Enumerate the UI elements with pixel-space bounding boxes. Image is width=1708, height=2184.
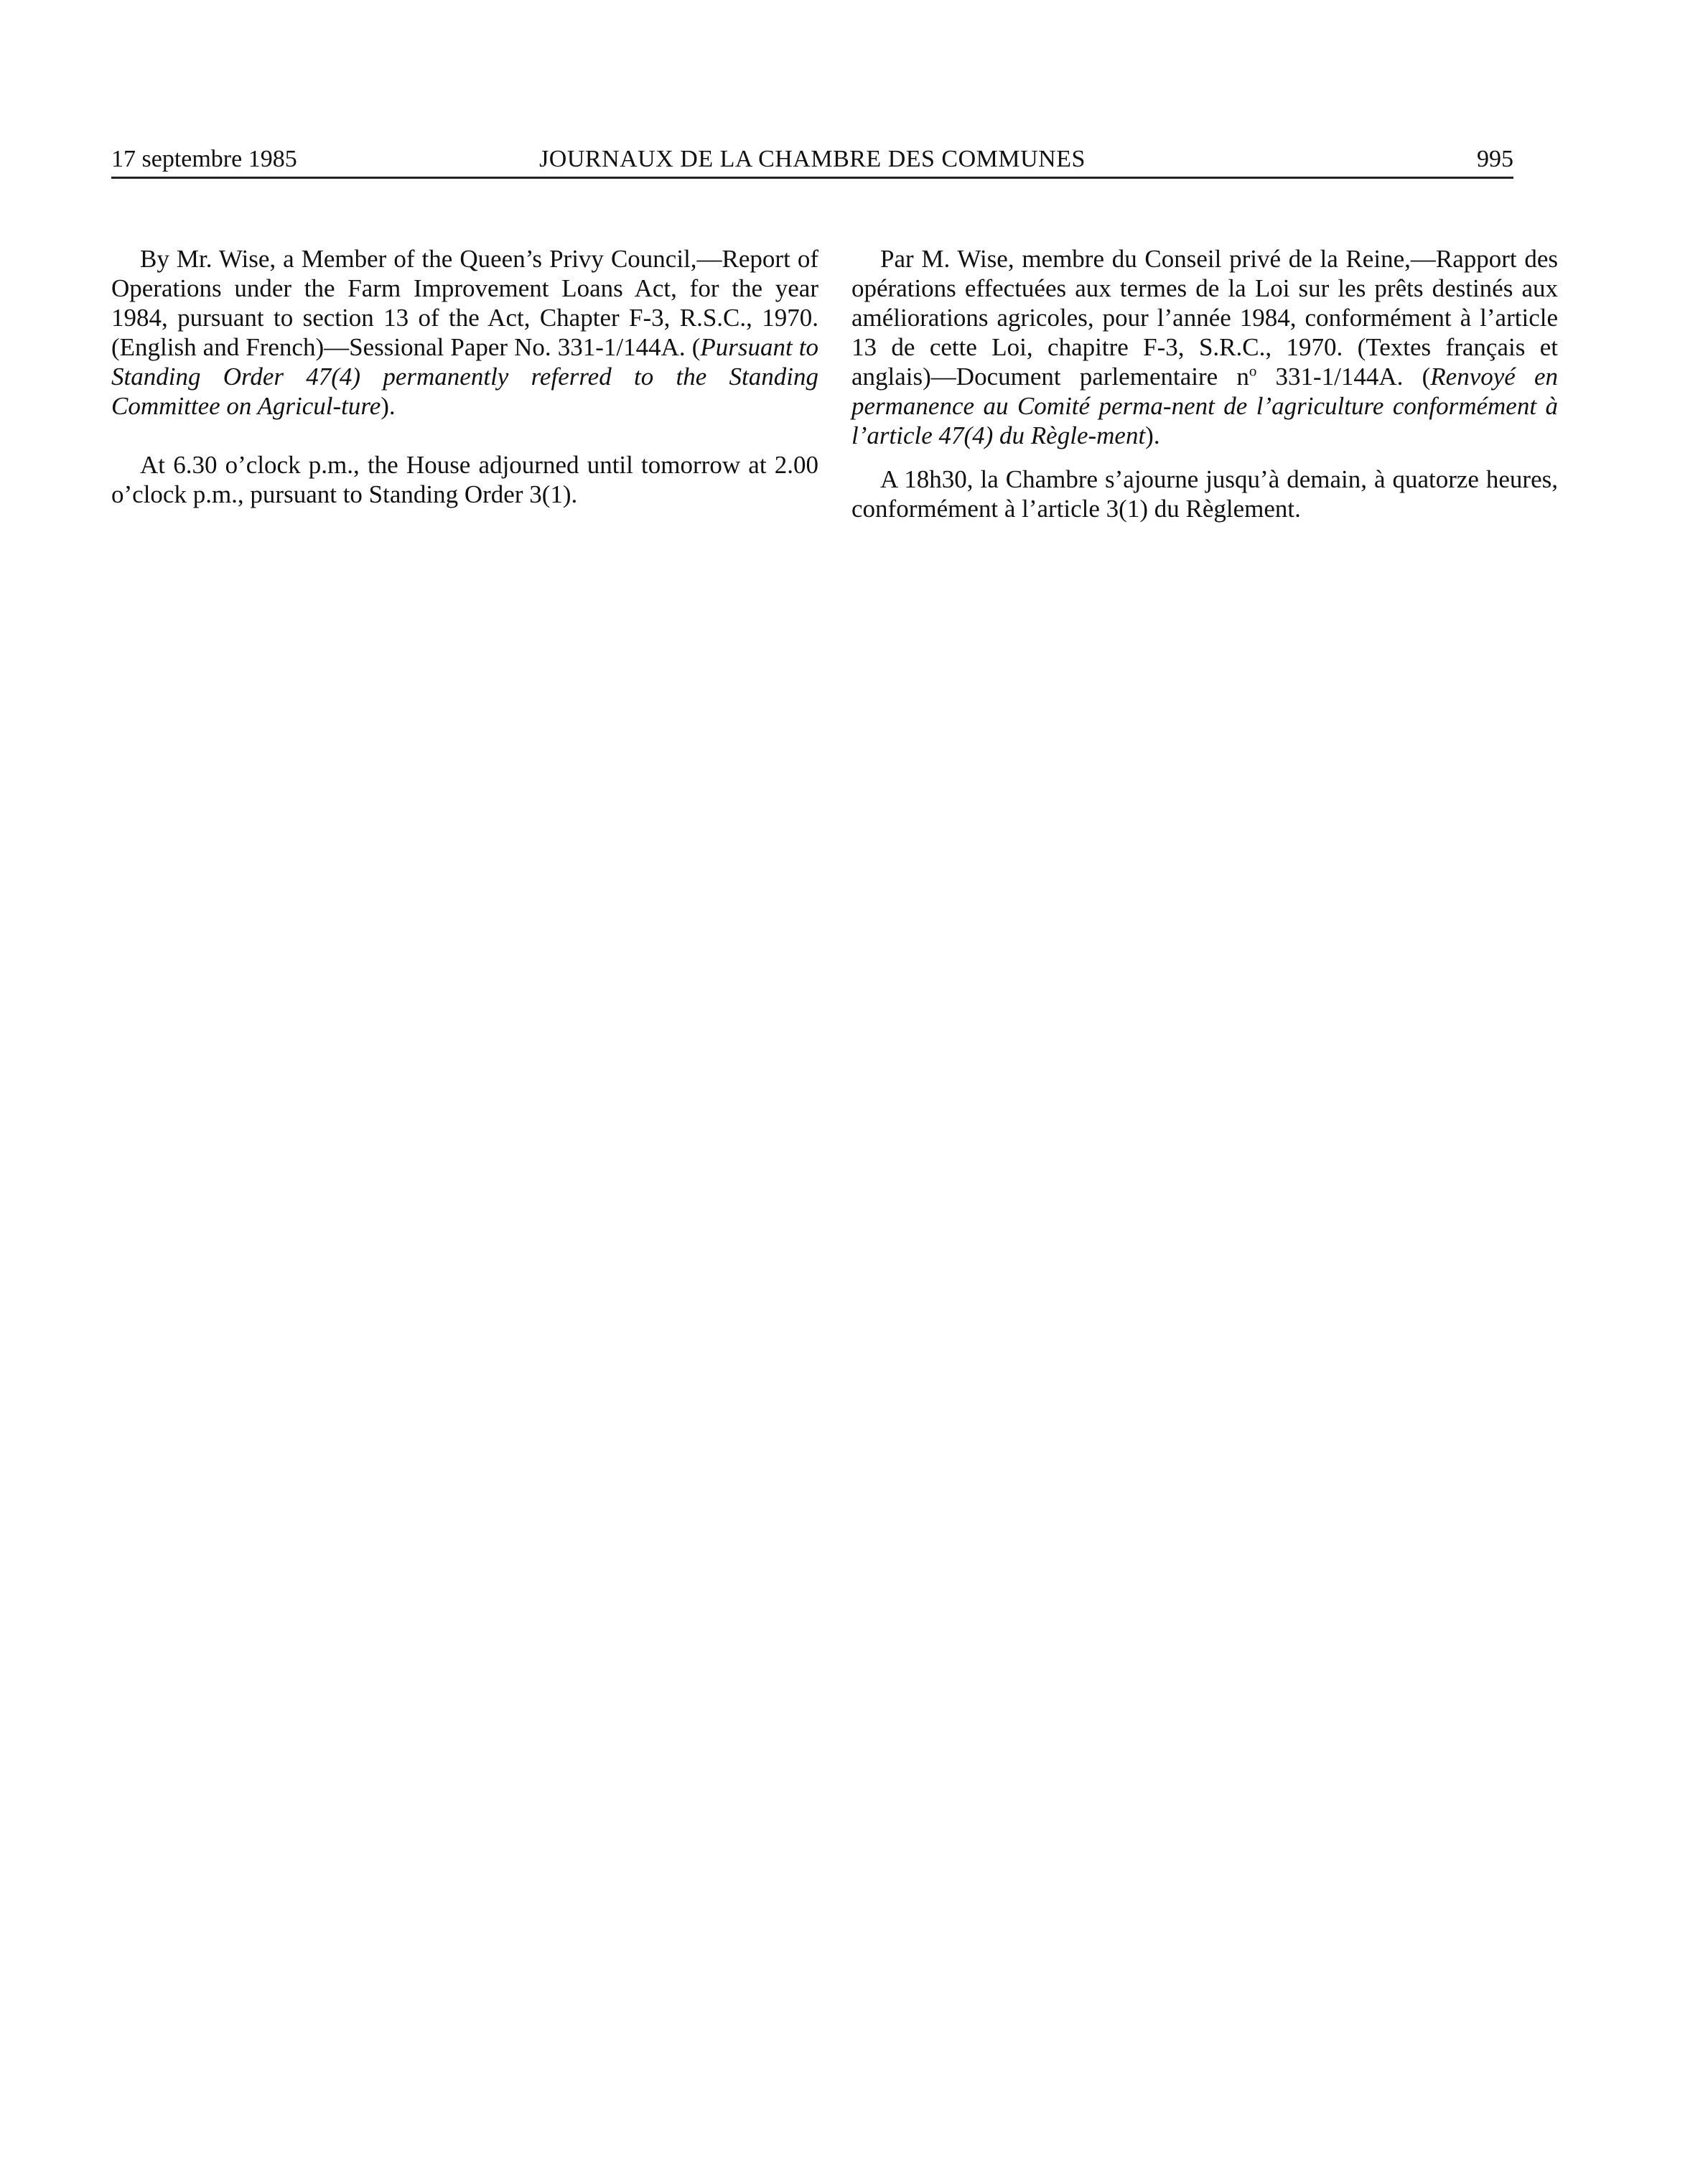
french-paragraph-1-end: ). <box>1145 421 1160 449</box>
header-date: 17 septembre 1985 <box>111 146 297 172</box>
english-paragraph-1-text: By Mr. Wise, a Member of the Queen’s Privy Council,—Report of Operations under the Farm Improvement Loans Act, for the year 1984, pursuant to section 13 of the Act, Chapter F-3, R.S.C., 1970. (English and French)—Sessional Paper No. 331-1/144A. ( <box>111 245 818 361</box>
english-paragraph-1-end: ). <box>381 392 396 420</box>
english-paragraph-adjournment: At 6.30 o’clock p.m., the House adjourned until tomorrow at 2.00 o’clock p.m., pursuant to Standing Order 3(1). <box>111 451 818 508</box>
numero-superscript: o <box>1249 362 1257 380</box>
french-paragraph-1-text-a: Par M. Wise, membre du Conseil privé de la Reine,—Rapport des opérations effectuées aux termes de la Loi sur les prêts destinés aux améliorations agricoles, pour l’année 1984, conformément à l’article 13 de cette Loi, chapitre F-3, S.R.C., 1970. (Textes français et anglais)—Document parlementaire n <box>851 245 1558 391</box>
french-column <box>851 244 1558 523</box>
french-paragraph-sessional-paper <box>851 244 1558 450</box>
french-referral-note: Renvoyé en permanence au Comité perma-nent de l’agriculture conformément à l’article 47(4) du Règle-ment <box>851 363 1559 449</box>
french-paragraph-1-text-b: 331-1/144A. ( <box>1256 363 1431 391</box>
page-number: 995 <box>1477 146 1513 172</box>
english-paragraph-sessional-paper <box>111 244 818 421</box>
english-referral-note: Pursuant to Standing Order 47(4) permanently referred to the Standing Committee on Agricul-ture <box>111 333 818 420</box>
header-title: JOURNAUX DE LA CHAMBRE DES COMMUNES <box>539 146 1086 172</box>
english-column <box>111 244 818 509</box>
running-head <box>111 142 1513 179</box>
french-paragraph-adjournment: A 18h30, la Chambre s’ajourne jusqu’à demain, à quatorze heures, conformément à l’article 3(1) du Règlement. <box>851 465 1558 523</box>
